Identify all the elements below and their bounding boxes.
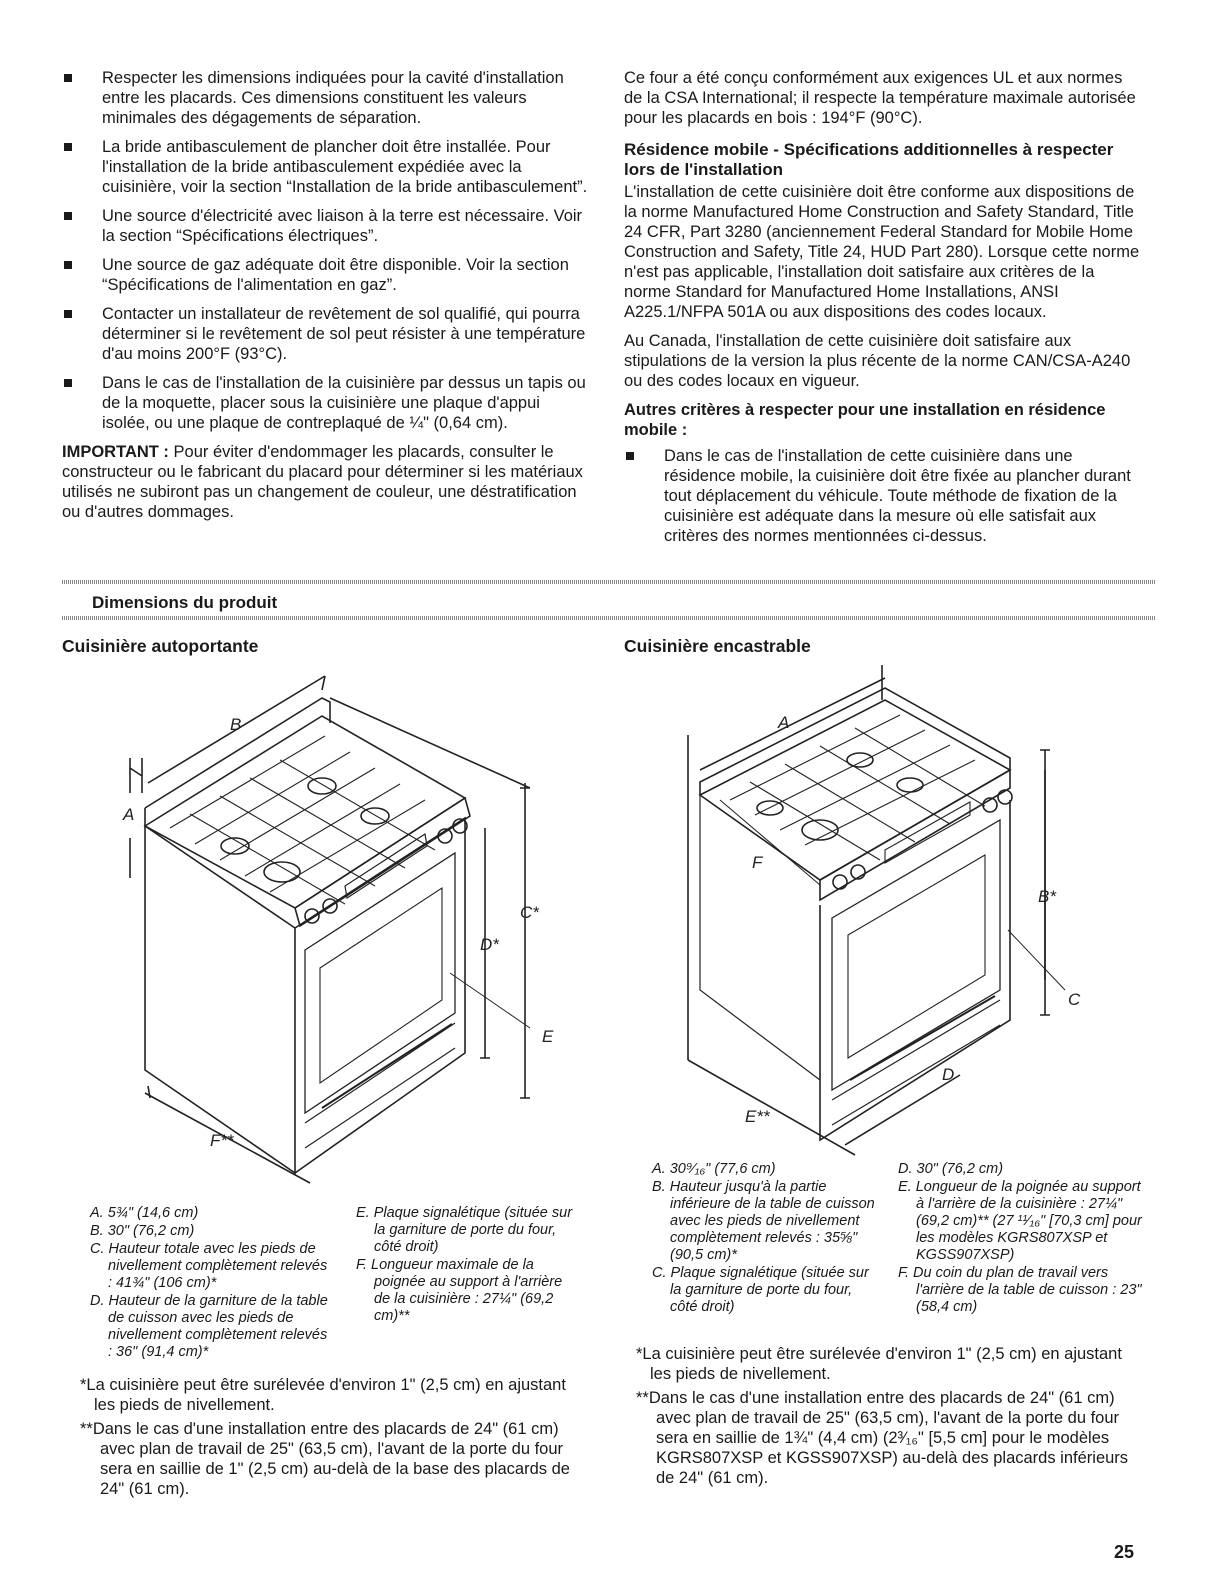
legend-item: B. 30" (76,2 cm): [90, 1223, 195, 1239]
legend-item: E. Longueur de la poignée au support à l'arrière de la cuisinière : 27¼" (69,2 cm)** (27 ¹¹⁄₁₆" [70,3 cm] pour les modèles KGRS807XSP et KGSS907XSP): [898, 1179, 1142, 1263]
section-title: Dimensions du produit: [92, 593, 278, 612]
mobile-home-paragraph-1: L'installation de cette cuisinière doit être conforme aux dispositions de la norme Manufactured Home Construction and Safety Standard, Title 24 CFR, Part 3280 (anciennement Federal Standard for Mobile Home Construction and Safety, Title 24, HUD Part 280). Lorsque cette norme n'est pas applicable, l'installation doit satisfaire aux critères de la norme Standard for Manufactured Home Installations, ANSI A225.1/NFPA 501A ou aux dispositions des codes locaux.: [624, 183, 1140, 321]
slidein-range-diagram: [660, 660, 1100, 1180]
important-label: IMPORTANT :: [62, 443, 169, 461]
legend-item: D. Hauteur de la garniture de la table de cuisson avec les pieds de nivellement complètement relevés : 36" (91,4 cm)*: [90, 1293, 328, 1360]
freestanding-title: Cuisinière autoportante: [62, 636, 259, 656]
mobile-home-paragraph-2: Au Canada, l'installation de cette cuisinière doit satisfaire aux stipulations de la version la plus récente de la norme CAN/CSA-A240 ou des codes locaux en vigueur.: [624, 332, 1131, 390]
footnote: *La cuisinière peut être surélevée d'environ 1" (2,5 cm) en ajustant les pieds de nivellement.: [80, 1376, 566, 1414]
bullet-square-icon: [64, 74, 72, 82]
legend-item: C. Hauteur totale avec les pieds de nivellement complètement relevés : 41¾" (106 cm)*: [90, 1241, 328, 1291]
list-item: Respecter les dimensions indiquées pour la cavité d'installation entre les placards. Ces dimensions constituent les valeurs minimales des dégagements de séparation.: [62, 68, 590, 128]
label-f: F: [752, 853, 763, 872]
label-a: A: [778, 713, 790, 732]
slidein-legend-left: [652, 1161, 882, 1317]
criteria-heading: Autres critères à respecter pour une installation en résidence mobile :: [624, 401, 1106, 439]
list-item: Dans le cas de l'installation de cette cuisinière dans une résidence mobile, la cuisinière doit être fixée au plancher durant tout déplacement du véhicule. Toute méthode de fixation de la cuisinière est adéquate dans la mesure où elle satisfait aux critères des normes mentionnées ci-dessus.: [624, 446, 1144, 546]
bullet-square-icon: [64, 379, 72, 387]
freestanding-notes: [80, 1375, 580, 1503]
list-item: Dans le cas de l'installation de la cuisinière par dessus un tapis ou de la moquette, placer sous la cuisinière une plaque d'appui isolée, ou une plaque de contreplaqué de ¼" (0,64 cm).: [62, 373, 590, 433]
freestanding-legend-right: [356, 1205, 576, 1326]
label-b: B*: [1038, 887, 1056, 906]
legend-item: A. 5¾" (14,6 cm): [90, 1205, 199, 1221]
slidein-notes: [636, 1344, 1146, 1492]
legend-item: D. 30" (76,2 cm): [898, 1161, 1004, 1177]
bullet-square-icon: [64, 212, 72, 220]
footnote: **Dans le cas d'une installation entre des placards de 24" (61 cm) avec plan de travail de 25" (63,5 cm), l'avant de la porte du four sera en saillie de 1" (2,5 cm) au-delà de la base des placards de 24" (61 cm).: [80, 1420, 570, 1498]
legend-item: A. 30⁹⁄₁₆" (77,6 cm): [652, 1161, 776, 1177]
bullet-square-icon: [626, 452, 634, 460]
legend-item: B. Hauteur jusqu'à la partie inférieure de la table de cuisson avec les pieds de nivellement complètement relevés : 35⅝" (90,5 cm)*: [652, 1179, 875, 1263]
label-c: C*: [520, 903, 539, 922]
mobile-home-heading: Résidence mobile - Spécifications additionnelles à respecter lors de l'installation: [624, 140, 1114, 179]
list-item: Une source d'électricité avec liaison à la terre est nécessaire. Voir la section “Spécifications électriques”.: [62, 206, 590, 246]
slidein-legend-right: [898, 1161, 1143, 1317]
list-item: La bride antibasculement de plancher doit être installée. Pour l'installation de la bride antibasculement expédiée avec la cuisinière, voir la section “Installation de la bride antibasculement”.: [62, 137, 590, 197]
label-d: D: [942, 1065, 955, 1084]
list-item: Une source de gaz adéquate doit être disponible. Voir la section “Spécifications de l'alimentation en gaz”.: [62, 255, 590, 295]
footnote: *La cuisinière peut être surélevée d'environ 1" (2,5 cm) en ajustant les pieds de nivellement.: [636, 1345, 1122, 1383]
label-f: F**: [210, 1131, 234, 1150]
legend-item: F. Longueur maximale de la poignée au support à l'arrière de la cuisinière : 27¼" (69,2 cm)**: [356, 1257, 563, 1324]
criteria-list: [624, 446, 1144, 546]
legend-item: C. Plaque signalétique (située sur la garniture de porte du four, côté droit): [652, 1265, 869, 1315]
legend-item: E. Plaque signalétique (située sur la garniture de porte du four, côté droit): [356, 1205, 573, 1255]
right-column: [624, 68, 1144, 555]
footnote: **Dans le cas d'une installation entre des placards de 24" (61 cm) avec plan de travail de 25" (63,5 cm), l'avant de la porte du four sera en saillie de 1¾" (4,4 cm) (2³⁄₁₆" [5,5 cm] pour le modèles KGRS807XSP et KGSS907XSP) au-delà des placards inférieurs de 24" (61 cm).: [636, 1389, 1129, 1487]
label-a: A: [123, 805, 135, 824]
important-text: Pour éviter d'endommager les placards, consulter le constructeur ou le fabricant du placard pour déterminer si les matériaux utilisés ne subiront pas un changement de couleur, une déstratification ou d'autres dommages.: [62, 443, 583, 521]
left-column: [62, 68, 590, 531]
label-e: E: [542, 1027, 554, 1046]
important-note: [62, 442, 590, 522]
slidein-title: Cuisinière encastrable: [624, 636, 811, 656]
list-item: Contacter un installateur de revêtement de sol qualifié, qui pourra déterminer si le revêtement de sol peut résister à une température d'au moins 200°F (93°C).: [62, 304, 590, 364]
ul-csa-intro: Ce four a été conçu conformément aux exigences UL et aux normes de la CSA International; il respecte la température maximale autorisée pour les placards en bois : 194°F (90°C).: [624, 69, 1136, 127]
freestanding-range-diagram: [90, 668, 560, 1188]
freestanding-legend-left: [90, 1205, 335, 1362]
bullet-square-icon: [64, 261, 72, 269]
bullet-square-icon: [64, 143, 72, 151]
page-number: 25: [1113, 1542, 1134, 1562]
label-e: E**: [745, 1107, 770, 1126]
requirements-list: [62, 68, 590, 433]
label-b: B: [230, 715, 242, 734]
legend-item: F. Du coin du plan de travail vers l'arrière de la table de cuisson : 23" (58,4 cm): [898, 1265, 1142, 1315]
label-c: C: [1068, 990, 1081, 1009]
bullet-square-icon: [64, 310, 72, 318]
label-d: D*: [480, 935, 499, 954]
